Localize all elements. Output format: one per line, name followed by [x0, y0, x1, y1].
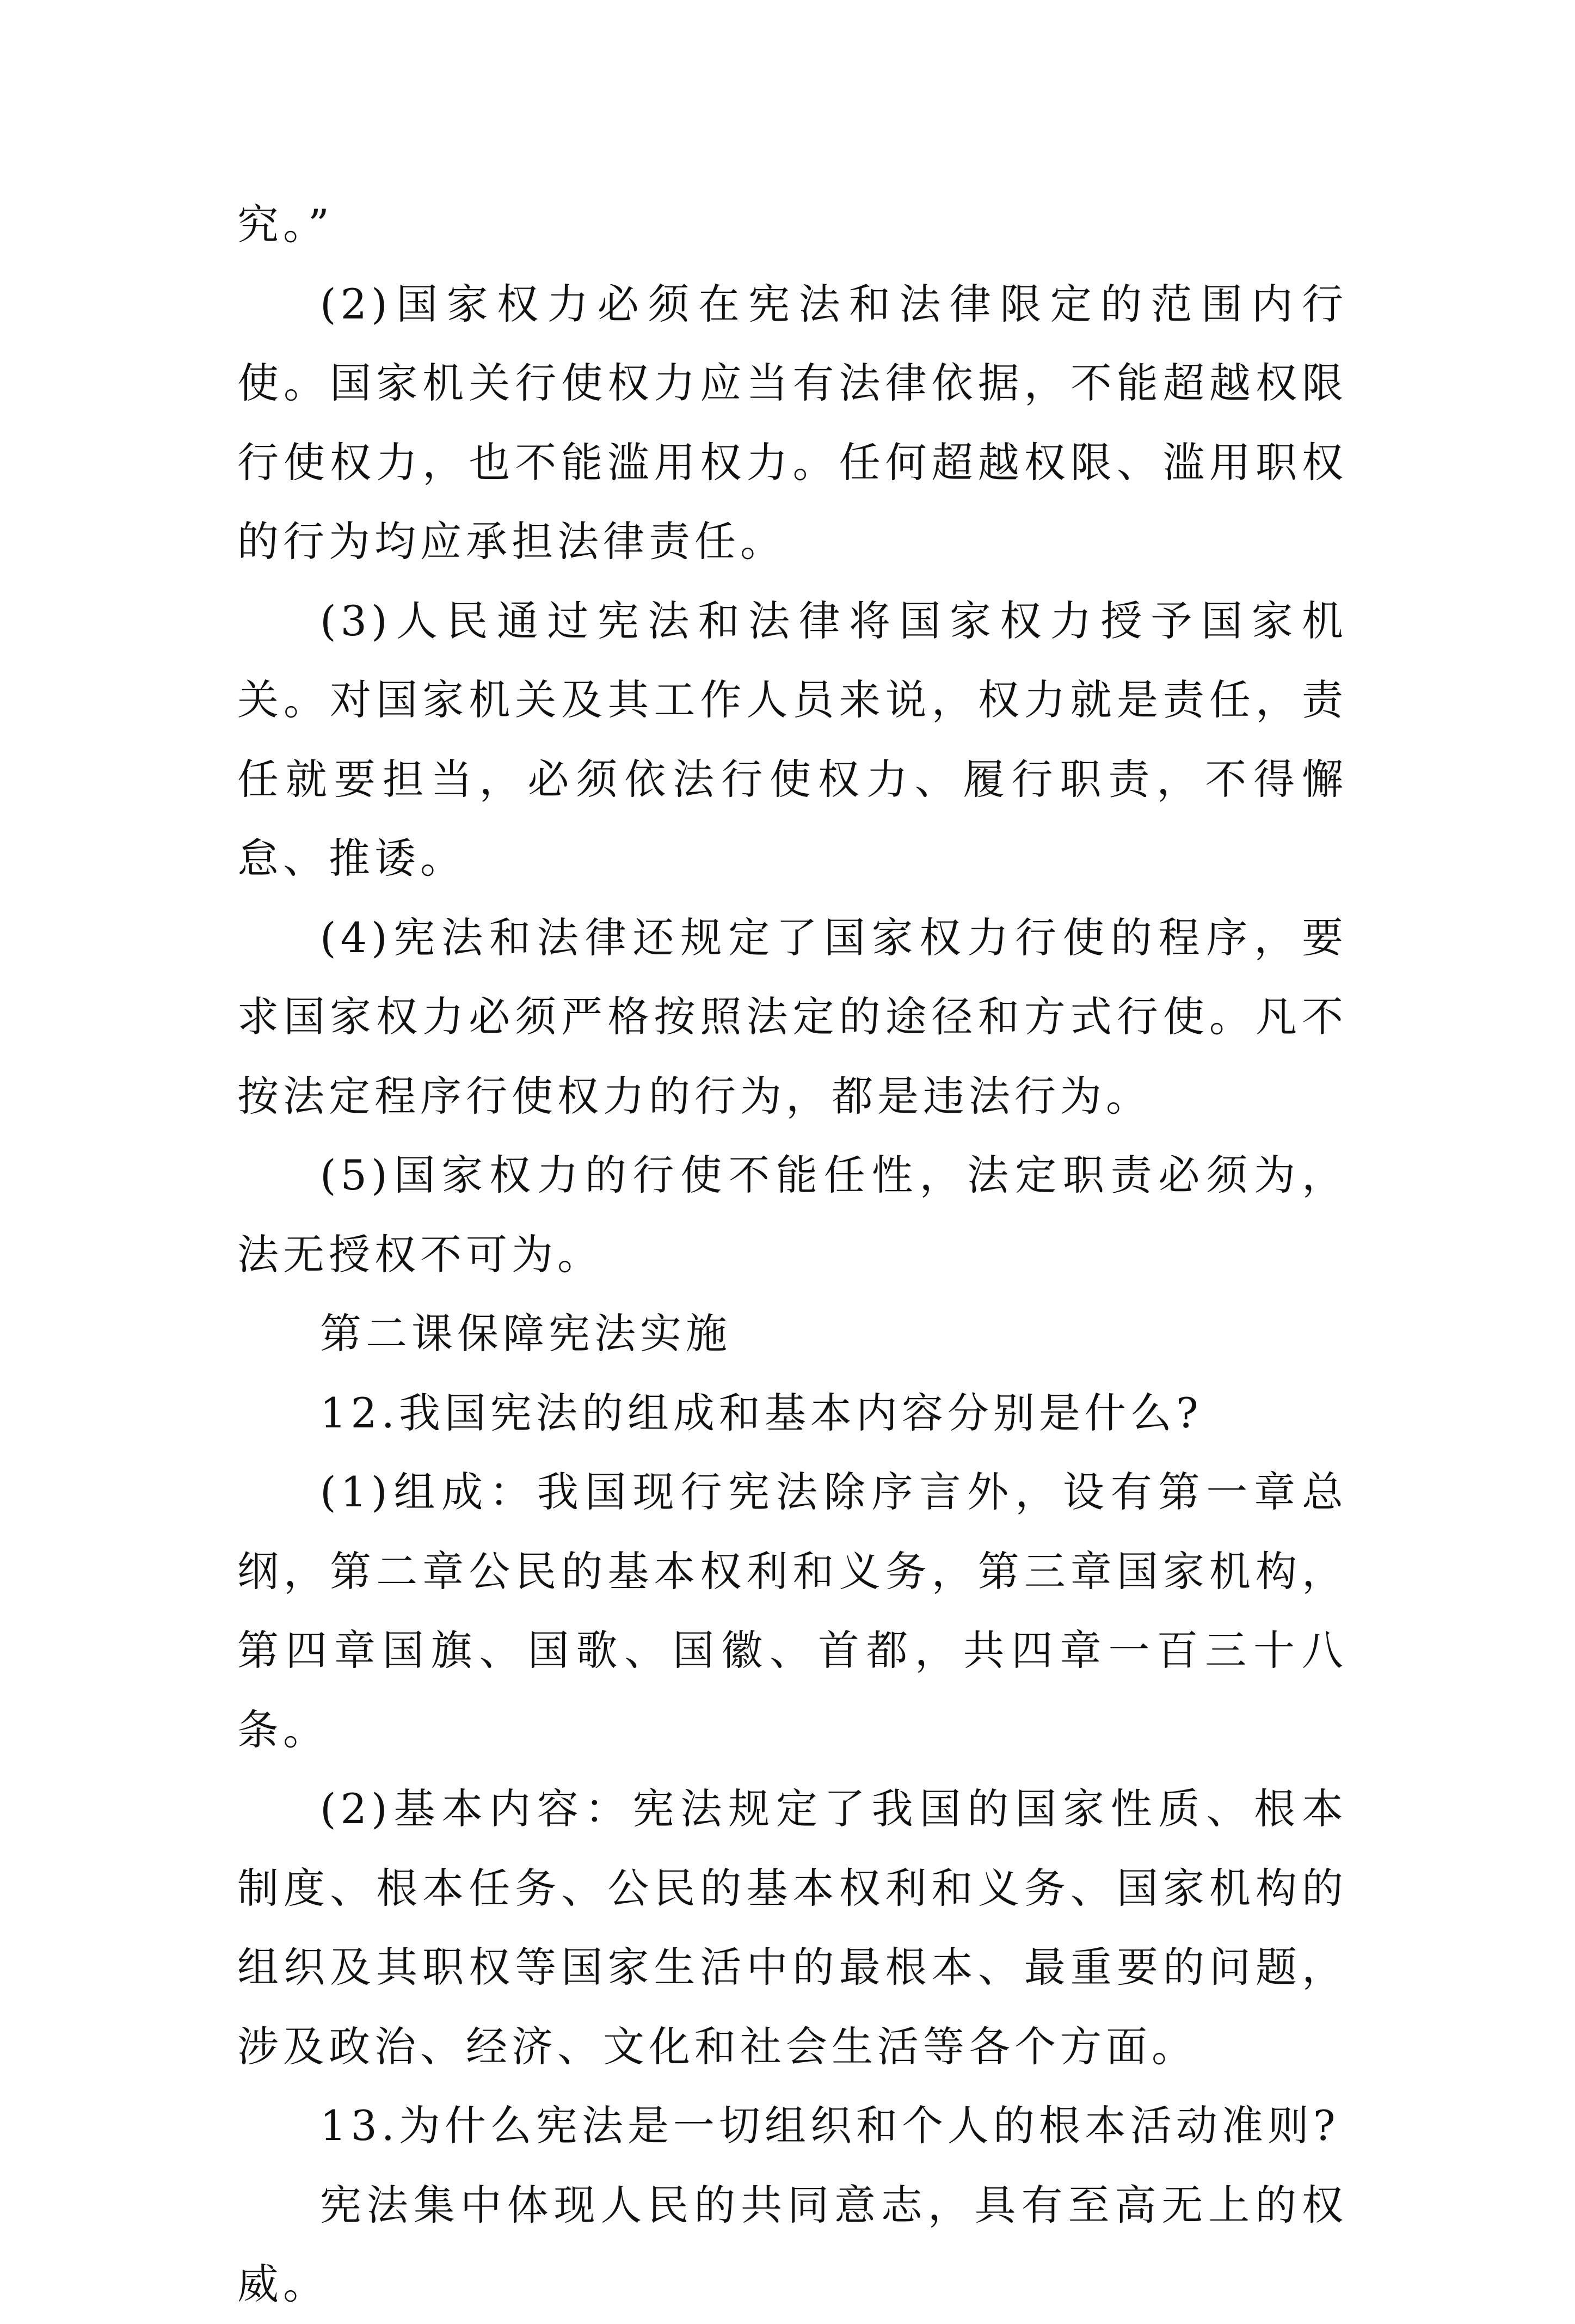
paragraph-point-5: (5)国家权力的行使不能任性，法定职责必须为，法无授权不可为。 — [237, 1151, 1348, 1279]
body-text — [237, 185, 1348, 2324]
paragraph-point-2: (2)国家权力必须在宪法和法律限定的范围内行使。国家机关行使权力应当有法律依据，不能超越权限行使权力，也不能滥用权力。任何超越权限、滥用职权的行为均应承担法律责任。 — [237, 279, 1348, 566]
paragraph-point-4: (4)宪法和法律还规定了国家权力行使的程序，要求国家权力必须严格按照法定的途径和方式行使。凡不按法定程序行使权力的行为，都是违法行为。 — [237, 913, 1348, 1120]
question-12: 12.我国宪法的组成和基本内容分别是什么? — [320, 1388, 1203, 1437]
answer-12-content: (2)基本内容：宪法规定了我国的国家性质、根本制度、根本任务、公民的基本权利和义务、国家机构的组织及其职权等国家生活中的最根本、最重要的问题，涉及政治、经济、文化和社会生活等各个方面。 — [237, 1785, 1348, 2071]
question-13: 13.为什么宪法是一切组织和个人的根本活动准则? — [320, 2101, 1340, 2150]
paragraph-point-3: (3)人民通过宪法和法律将国家权力授予国家机关。对国家机关及其工作人员来说，权力就是责任，责任就要担当，必须依法行使权力、履行职责，不得懈怠、推诿。 — [237, 596, 1348, 882]
paragraph-continuation: 究。” — [237, 200, 334, 249]
answer-13: 宪法集中体现人民的共同意志，具有至高无上的权威。 — [237, 2180, 1348, 2308]
answer-12-composition: (1)组成：我国现行宪法除序言外，设有第一章总纲，第二章公民的基本权利和义务，第三章国家机构，第四章国旗、国歌、国徽、首都，共四章一百三十八条。 — [237, 1468, 1348, 1754]
section-heading: 第二课保障宪法实施 — [320, 1309, 731, 1358]
